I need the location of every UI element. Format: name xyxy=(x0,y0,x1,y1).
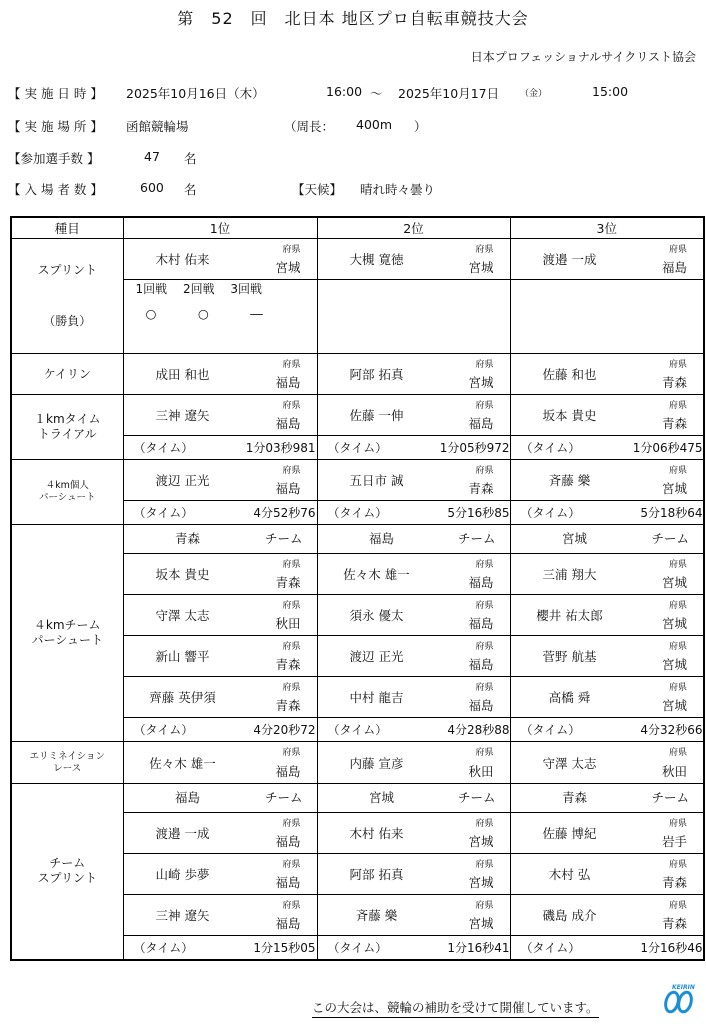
team-header xyxy=(124,788,317,808)
placing-cell xyxy=(510,677,704,718)
athlete-prefecture: 青森 xyxy=(275,657,301,672)
organizer: 日本プロフェッショナルサイクリスト協会 xyxy=(470,50,696,64)
pref-label: 府県 xyxy=(282,642,301,652)
date-label: 【 実 施 日 時 】 xyxy=(8,86,103,101)
placing-cell xyxy=(317,636,510,677)
header-third: 3位 xyxy=(510,217,704,239)
event-name-2: スプリント xyxy=(37,871,98,886)
pref-label: 府県 xyxy=(475,601,494,611)
header-event: 種目 xyxy=(11,217,123,239)
time-label: （タイム） xyxy=(133,940,194,955)
time-cell xyxy=(317,436,510,460)
athlete-name: 阿部 拓真 xyxy=(349,867,404,882)
athlete-name: 佐々木 雄一 xyxy=(343,567,410,582)
athlete-prefecture: 福島 xyxy=(275,481,301,496)
tp-team-row xyxy=(11,525,704,554)
athlete-name: 守澤 太志 xyxy=(542,755,597,771)
time-value: 4分20秒72 xyxy=(253,723,316,737)
time-cell xyxy=(123,936,317,960)
athlete-prefecture: 宮城 xyxy=(468,916,494,931)
athlete-prefecture: 岩手 xyxy=(661,834,687,849)
pref-label: 府県 xyxy=(475,683,494,693)
time-cell xyxy=(510,436,704,460)
athlete-name: 渡辺 正光 xyxy=(155,473,210,488)
athlete-prefecture: 青森 xyxy=(661,375,687,390)
team-name: 宮城 xyxy=(561,531,587,546)
athlete-prefecture: 青森 xyxy=(661,916,687,931)
event-tp xyxy=(11,525,123,742)
athlete-name: 渡辺 正光 xyxy=(349,649,404,664)
pref-label: 府県 xyxy=(282,466,301,476)
placing-cell xyxy=(317,895,510,936)
pref-label: 府県 xyxy=(668,601,687,611)
pref-label: 府県 xyxy=(475,245,494,255)
pref-label: 府県 xyxy=(668,466,687,476)
athlete-prefecture: 福島 xyxy=(661,260,687,275)
placing-cell xyxy=(123,595,317,636)
placing-cell xyxy=(317,239,510,280)
athlete-name: 斉藤 樂 xyxy=(548,473,591,488)
pref-label: 府県 xyxy=(282,901,301,911)
team-label: チーム xyxy=(457,531,496,546)
placing-cell xyxy=(510,554,704,595)
date-end: 2025年10月17日 xyxy=(398,86,500,101)
pref-label: 府県 xyxy=(475,642,494,652)
pref-label: 府県 xyxy=(668,360,687,370)
pref-label: 府県 xyxy=(668,560,687,570)
time-start: 16:00 xyxy=(326,84,363,99)
athlete-name: 守澤 太志 xyxy=(155,608,210,623)
placing-cell xyxy=(510,460,704,501)
placing-cell xyxy=(317,554,510,595)
time-cell xyxy=(123,718,317,742)
team-cell xyxy=(510,784,704,813)
time-label: （タイム） xyxy=(520,723,581,737)
athlete-prefecture: 福島 xyxy=(468,416,494,431)
event-ip xyxy=(11,460,123,525)
placing-cell xyxy=(317,854,510,895)
athlete-name: 木村 佑来 xyxy=(155,252,210,267)
athlete-prefecture: 秋田 xyxy=(275,616,301,631)
time-value: 1分05秒972 xyxy=(439,441,510,455)
athlete-name: 佐藤 博紀 xyxy=(542,826,597,841)
keirin-logo-text: KEIRIN xyxy=(672,984,695,991)
athlete-prefecture: 福島 xyxy=(275,416,301,431)
athlete-prefecture: 福島 xyxy=(275,764,301,779)
event-name-1: １kmタイム xyxy=(34,412,101,426)
time-value: 1分16秒46 xyxy=(640,940,703,955)
placing-cell xyxy=(123,677,317,718)
pref-label: 府県 xyxy=(475,860,494,870)
athlete-prefecture: 青森 xyxy=(468,481,494,496)
pref-label: 府県 xyxy=(475,401,494,411)
placing-cell xyxy=(123,636,317,677)
event-name-1: チーム xyxy=(49,856,86,871)
venue: 函館競輪場 xyxy=(126,119,189,134)
event-name-1: ４km個人 xyxy=(45,480,89,491)
athlete-prefecture: 宮城 xyxy=(468,834,494,849)
time-label: （タイム） xyxy=(520,940,581,955)
athlete-name: 三神 遼矢 xyxy=(155,908,210,923)
athlete-name: 渡邉 一成 xyxy=(542,252,597,267)
event-name-2: レース xyxy=(53,762,82,774)
team-name: 宮城 xyxy=(368,790,394,805)
athlete-name: 五日市 誠 xyxy=(349,473,404,488)
team-name: 青森 xyxy=(174,531,200,546)
athlete-name: 斉藤 樂 xyxy=(355,908,398,923)
athlete-name: 内藤 宣彦 xyxy=(349,755,404,771)
athlete-name: 木村 佑来 xyxy=(349,826,404,841)
athlete-prefecture: 宮城 xyxy=(275,260,301,275)
pref-label: 府県 xyxy=(668,748,687,758)
athlete-prefecture: 宮城 xyxy=(661,481,687,496)
pref-label: 府県 xyxy=(282,360,301,370)
athlete-prefecture: 福島 xyxy=(275,375,301,390)
team-label: チーム xyxy=(264,531,303,546)
entrants-label: 【参加選手数 】 xyxy=(8,151,100,166)
placing-cell xyxy=(510,354,704,395)
team-cell xyxy=(510,525,704,554)
pref-label: 府県 xyxy=(668,683,687,693)
team-header xyxy=(318,788,510,808)
header-second: 2位 xyxy=(317,217,510,239)
team-header xyxy=(318,529,510,549)
pref-label: 府県 xyxy=(282,601,301,611)
event-elim xyxy=(11,742,123,784)
event-sprint xyxy=(11,239,123,354)
pref-label: 府県 xyxy=(668,901,687,911)
pref-label: 府県 xyxy=(668,819,687,829)
weather-label: 【天候】 xyxy=(292,182,343,197)
placing-cell xyxy=(123,813,317,854)
team-cell xyxy=(317,784,510,813)
tilde: ～ xyxy=(370,86,383,101)
athlete-prefecture: 宮城 xyxy=(661,657,687,672)
visitors: 600 xyxy=(140,180,164,195)
athlete-name: 須永 優太 xyxy=(349,608,404,623)
athlete-prefecture: 青森 xyxy=(661,875,687,890)
placing-cell xyxy=(317,742,510,784)
table-header-row xyxy=(11,217,704,239)
time-value: 1分03秒981 xyxy=(245,441,316,455)
placing-cell xyxy=(123,460,317,501)
team-label: チーム xyxy=(264,790,303,805)
time-value: 1分16秒41 xyxy=(447,940,510,955)
athlete-prefecture: 福島 xyxy=(468,575,494,590)
placing-cell xyxy=(510,595,704,636)
tt-row xyxy=(11,395,704,436)
time-label: （タイム） xyxy=(327,940,388,955)
placing-cell xyxy=(510,854,704,895)
athlete-name: 阿部 拓真 xyxy=(349,367,404,382)
athlete-prefecture: 宮城 xyxy=(661,575,687,590)
placing-cell xyxy=(123,239,317,280)
team-header xyxy=(124,529,317,549)
team-name: 福島 xyxy=(368,531,394,546)
athlete-prefecture: 福島 xyxy=(275,875,301,890)
pref-label: 府県 xyxy=(668,642,687,652)
time-label: （タイム） xyxy=(520,441,581,455)
team-cell xyxy=(123,784,317,813)
placing-cell xyxy=(317,354,510,395)
results-table xyxy=(10,216,705,961)
team-label: チーム xyxy=(457,790,496,805)
sprint-row xyxy=(11,239,704,280)
placing-cell xyxy=(317,813,510,854)
time-label: （タイム） xyxy=(520,506,581,520)
athlete-name: 磯島 成介 xyxy=(542,908,597,923)
time-cell xyxy=(510,718,704,742)
placing-cell xyxy=(510,742,704,784)
pref-label: 府県 xyxy=(282,819,301,829)
pref-label: 府県 xyxy=(475,360,494,370)
athlete-name: 佐々木 雄一 xyxy=(149,755,216,771)
placing-cell xyxy=(317,395,510,436)
athlete-name: 佐藤 和也 xyxy=(542,367,597,382)
footer-note: この大会は、競輪の補助を受けて開催しています。 xyxy=(312,998,599,1018)
pref-label: 府県 xyxy=(282,401,301,411)
time-value: 4分32秒66 xyxy=(640,723,703,737)
team-cell xyxy=(317,525,510,554)
time-cell xyxy=(317,936,510,960)
time-cell xyxy=(123,436,317,460)
length-label: （周長： xyxy=(284,119,335,134)
event-keirin: ケイリン xyxy=(11,354,123,395)
time-cell xyxy=(510,501,704,525)
time-label: （タイム） xyxy=(133,441,194,455)
team-label: チーム xyxy=(651,531,689,546)
entrants: 47 xyxy=(144,149,160,164)
event-tt xyxy=(11,395,123,460)
athlete-name: 大槻 寛徳 xyxy=(349,252,404,267)
pref-label: 府県 xyxy=(282,683,301,693)
athlete-prefecture: 福島 xyxy=(468,616,494,631)
placing-cell xyxy=(510,395,704,436)
time-value: 5分16秒85 xyxy=(447,506,510,520)
pref-label: 府県 xyxy=(475,748,494,758)
event-sub: （勝負） xyxy=(43,314,92,328)
placing-cell xyxy=(510,895,704,936)
pref-label: 府県 xyxy=(668,401,687,411)
pref-label: 府県 xyxy=(475,901,494,911)
time-value: 4分28秒88 xyxy=(447,723,510,737)
placing-cell xyxy=(123,554,317,595)
time-label: （タイム） xyxy=(327,441,388,455)
pref-label: 府県 xyxy=(282,560,301,570)
placing-cell xyxy=(123,354,317,395)
athlete-name: 坂本 貴史 xyxy=(542,408,597,423)
rounds-labels: 1回戦 2回戦 3回戦 xyxy=(135,282,263,296)
placing-cell xyxy=(317,460,510,501)
team-label: チーム xyxy=(651,790,689,805)
venue-label: 【 実 施 場 所 】 xyxy=(8,119,103,134)
time-label: （タイム） xyxy=(327,506,388,520)
athlete-name: 中村 龍吉 xyxy=(349,690,404,705)
length-close: ） xyxy=(414,119,427,134)
page-title: 第 52 回 北日本 地区プロ自転車競技大会 xyxy=(177,9,529,28)
visitors-unit: 名 xyxy=(184,182,197,197)
event-ts xyxy=(11,784,123,960)
placing-cell xyxy=(123,742,317,784)
pref-label: 府県 xyxy=(475,466,494,476)
pref-label: 府県 xyxy=(282,748,301,758)
placing-cell xyxy=(510,813,704,854)
event-name-1: ４kmチーム xyxy=(33,618,101,632)
athlete-prefecture: 宮城 xyxy=(468,375,494,390)
athlete-prefecture: 秋田 xyxy=(661,764,687,779)
team-name: 福島 xyxy=(174,790,200,805)
athlete-prefecture: 青森 xyxy=(275,575,301,590)
rounds-results: ○ ○ ― xyxy=(145,306,263,321)
athlete-prefecture: 青森 xyxy=(275,698,301,713)
placing-cell xyxy=(123,395,317,436)
athlete-name: 齊藤 英伊須 xyxy=(149,690,216,705)
time-value: 5分18秒64 xyxy=(640,506,703,520)
time-label: （タイム） xyxy=(133,506,194,520)
time-cell xyxy=(123,501,317,525)
athlete-name: 渡邉 一成 xyxy=(155,826,210,841)
pref-label: 府県 xyxy=(668,860,687,870)
visitors-label: 【 入 場 者 数 】 xyxy=(8,182,103,197)
athlete-name: 成田 和也 xyxy=(155,367,210,382)
athlete-prefecture: 宮城 xyxy=(468,875,494,890)
elim-row xyxy=(11,742,704,784)
keirin-row xyxy=(11,354,704,395)
placing-cell xyxy=(317,595,510,636)
header-first: 1位 xyxy=(123,217,317,239)
athlete-prefecture: 秋田 xyxy=(468,764,494,779)
keirin-logo-icon xyxy=(659,982,697,1014)
event-name-1: エリミネイション xyxy=(29,750,106,762)
time-label: （タイム） xyxy=(327,723,388,737)
event-name-2: パーシュート xyxy=(31,633,104,647)
date-start: 2025年10月16日（木） xyxy=(126,86,265,101)
dow-end: （金） xyxy=(520,89,548,99)
event-name-2: トライアル xyxy=(37,427,97,441)
time-label: （タイム） xyxy=(133,723,194,737)
athlete-prefecture: 福島 xyxy=(468,657,494,672)
time-value: 1分06秒475 xyxy=(632,441,703,455)
length: 400m xyxy=(356,117,393,132)
team-cell xyxy=(123,525,317,554)
event-name-2: パーシュート xyxy=(38,492,96,503)
event-name: スプリント xyxy=(37,263,98,277)
pref-label: 府県 xyxy=(668,245,687,255)
athlete-prefecture: 宮城 xyxy=(661,698,687,713)
time-cell xyxy=(317,501,510,525)
athlete-name: 櫻井 祐太郎 xyxy=(536,608,603,623)
entrants-unit: 名 xyxy=(184,151,197,166)
placing-cell xyxy=(510,239,704,280)
pref-label: 府県 xyxy=(282,245,301,255)
placing-cell xyxy=(510,636,704,677)
ts-team-row xyxy=(11,784,704,813)
athlete-prefecture: 宮城 xyxy=(661,616,687,631)
athlete-name: 佐藤 一伸 xyxy=(349,408,404,423)
athlete-name: 山崎 歩夢 xyxy=(155,867,210,882)
sprint-rounds xyxy=(123,280,317,354)
athlete-name: 三浦 翔大 xyxy=(542,567,597,582)
athlete-name: 菅野 航基 xyxy=(542,649,597,664)
time-value: 1分15秒05 xyxy=(253,940,316,955)
team-name: 青森 xyxy=(561,790,587,805)
athlete-prefecture: 福島 xyxy=(468,698,494,713)
weather: 晴れ時々曇り xyxy=(360,182,436,197)
time-cell xyxy=(510,936,704,960)
placing-cell xyxy=(317,677,510,718)
athlete-prefecture: 宮城 xyxy=(468,260,494,275)
athlete-prefecture: 福島 xyxy=(275,916,301,931)
placing-cell xyxy=(123,854,317,895)
time-value: 4分52秒76 xyxy=(253,506,316,520)
placing-cell xyxy=(123,895,317,936)
time-cell xyxy=(317,718,510,742)
time-end: 15:00 xyxy=(592,84,629,99)
athlete-name: 三神 遼矢 xyxy=(155,408,210,423)
pref-label: 府県 xyxy=(475,560,494,570)
athlete-prefecture: 福島 xyxy=(275,834,301,849)
pref-label: 府県 xyxy=(282,860,301,870)
athlete-name: 坂本 貴史 xyxy=(155,567,210,582)
team-header xyxy=(511,529,704,549)
team-header xyxy=(511,788,704,808)
pref-label: 府県 xyxy=(475,819,494,829)
athlete-name: 新山 響平 xyxy=(155,649,210,664)
athlete-name: 高橋 舜 xyxy=(548,690,591,705)
athlete-prefecture: 青森 xyxy=(661,416,687,431)
athlete-name: 木村 弘 xyxy=(548,867,591,882)
ip-row xyxy=(11,460,704,501)
